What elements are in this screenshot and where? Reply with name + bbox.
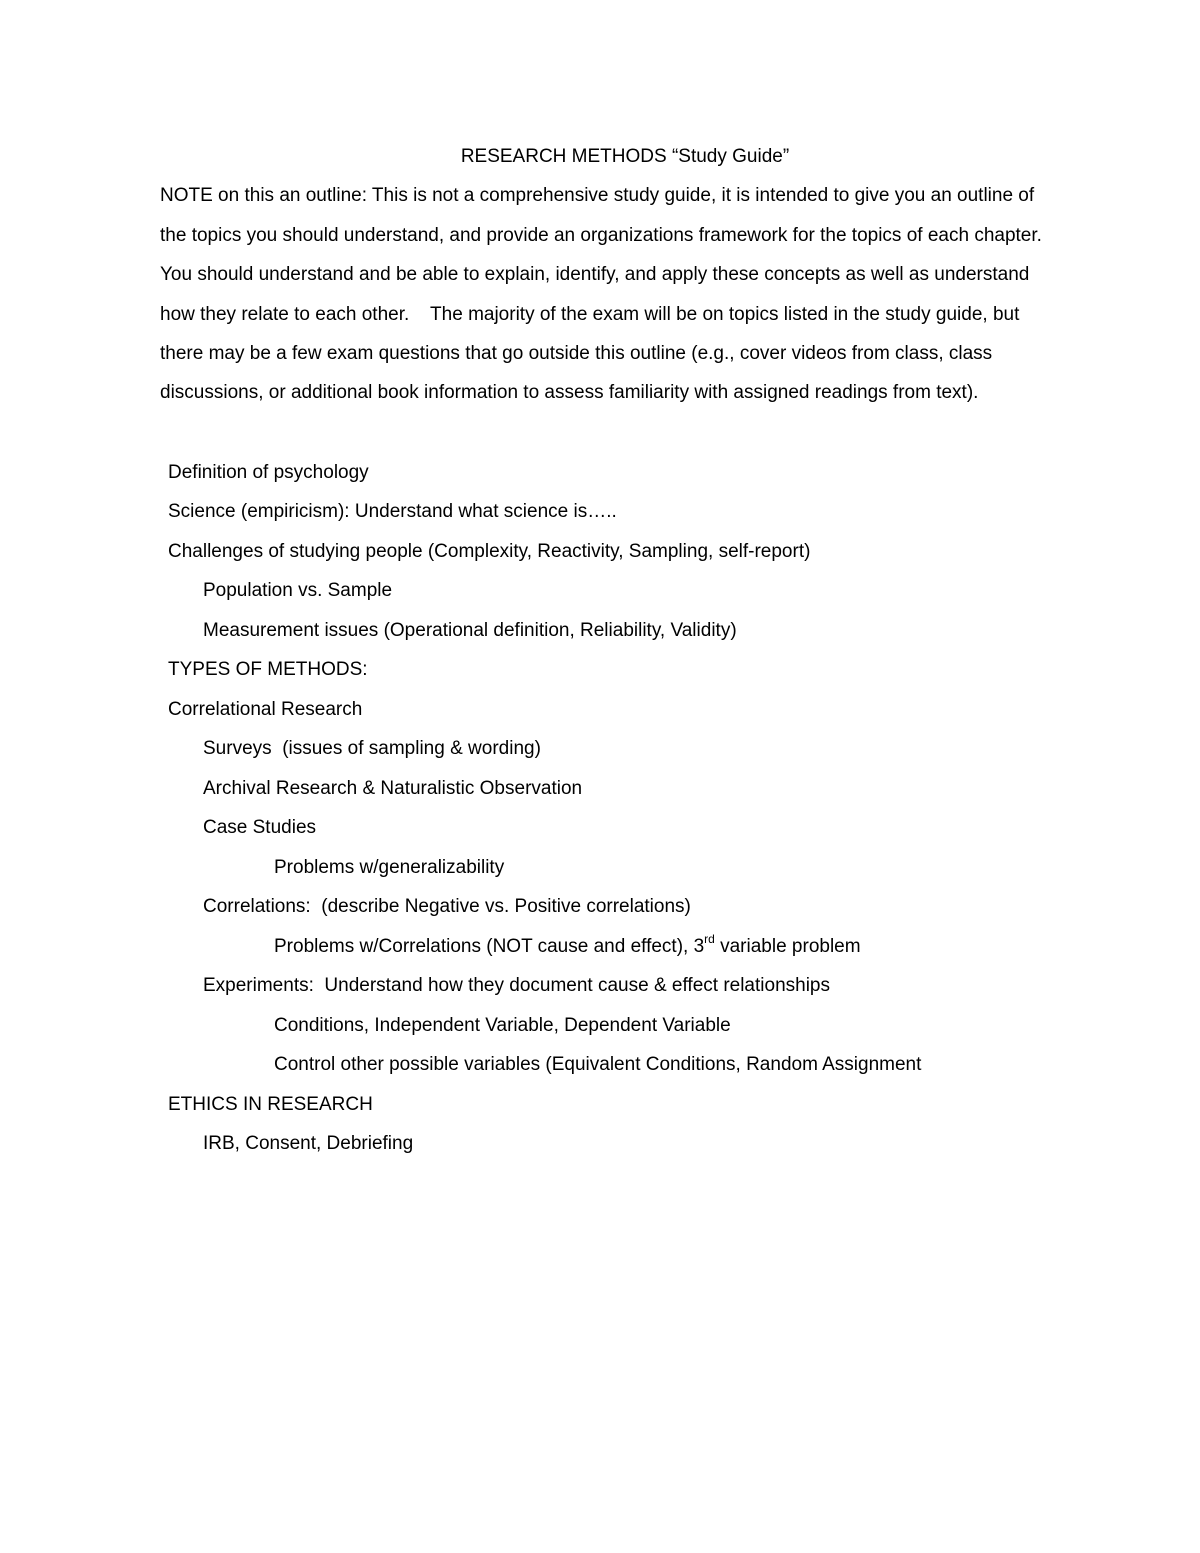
outline-text: Problems w/Correlations (NOT cause and effect), 3 xyxy=(274,936,705,957)
outline-item: Experiments: Understand how they document cause & effect relationships xyxy=(203,975,830,996)
outline-item: Archival Research & Naturalistic Observation xyxy=(203,778,583,799)
outline-item: IRB, Consent, Debriefing xyxy=(203,1133,414,1154)
outline-item: Science (empiricism): Understand what science is….. xyxy=(168,501,617,522)
outline-item: Measurement issues (Operational definition, Reliability, Validity) xyxy=(203,620,737,641)
intro-line: NOTE on this an outline: This is not a comprehensive study guide, it is intended to give you an outline of xyxy=(160,185,1035,206)
outline-item: Population vs. Sample xyxy=(203,580,393,601)
ordinal-superscript: rd xyxy=(704,931,715,946)
intro-line: the topics you should understand, and provide an organizations framework for the topics of each chapter. xyxy=(160,225,1042,246)
outline-item: Case Studies xyxy=(203,817,317,838)
section-heading: ETHICS IN RESEARCH xyxy=(168,1094,373,1115)
intro-line: there may be a few exam questions that go outside this outline (e.g., cover videos from class, class xyxy=(160,343,993,364)
intro-line: discussions, or additional book information to assess familiarity with assigned readings from text). xyxy=(160,382,979,403)
intro-line: how they relate to each other. The majority of the exam will be on topics listed in the study guide, but xyxy=(160,304,1020,325)
outline-item: Conditions, Independent Variable, Dependent Variable xyxy=(274,1015,731,1036)
outline-item: Surveys (issues of sampling & wording) xyxy=(203,738,541,759)
outline-item xyxy=(274,931,861,959)
outline-item: Correlational Research xyxy=(168,699,363,720)
outline-text: variable problem xyxy=(714,936,861,957)
document-title: RESEARCH METHODS “Study Guide” xyxy=(460,146,790,167)
outline-item: Definition of psychology xyxy=(168,462,369,483)
intro-line: You should understand and be able to explain, identify, and apply these concepts as well as understand xyxy=(160,264,1030,285)
outline-item: Problems w/generalizability xyxy=(274,857,505,878)
outline-item: Correlations: (describe Negative vs. Positive correlations) xyxy=(203,896,691,917)
outline-item: Challenges of studying people (Complexity, Reactivity, Sampling, self-report) xyxy=(168,541,811,562)
outline-item: Control other possible variables (Equivalent Conditions, Random Assignment xyxy=(274,1054,922,1075)
section-heading: TYPES OF METHODS: xyxy=(168,659,368,680)
